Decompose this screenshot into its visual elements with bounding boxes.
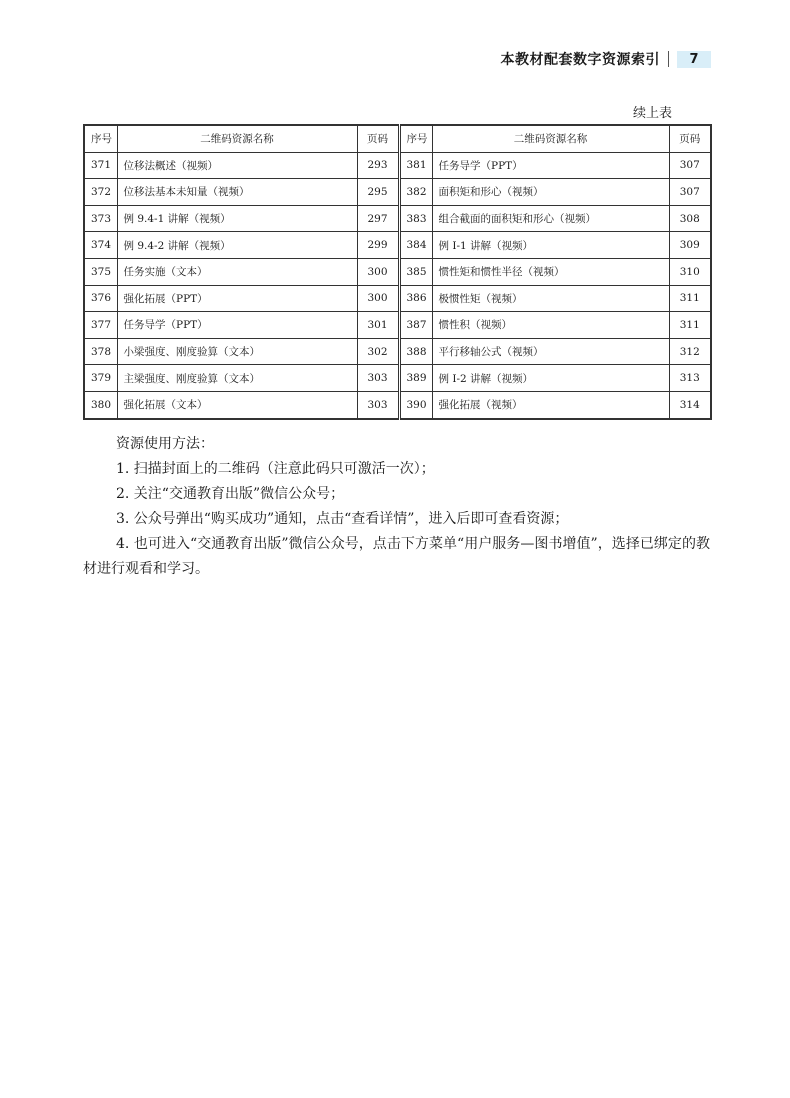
cell-page: 312: [669, 338, 711, 365]
cell-page: 309: [669, 232, 711, 259]
cell-page: 314: [669, 391, 711, 418]
cell-resource-name: 例 I-1 讲解（视频）: [432, 232, 669, 259]
cell-resource-name: 任务导学（PPT）: [432, 152, 669, 179]
cell-resource-name: 位移法基本未知量（视频）: [117, 179, 357, 206]
header-index: 序号: [84, 125, 117, 152]
cell-index: 373: [84, 205, 117, 232]
table-row: [84, 391, 711, 418]
table-body: [84, 152, 711, 418]
cell-resource-name: 主梁强度、刚度验算（文本）: [117, 365, 357, 392]
cell-index: 387: [399, 312, 432, 339]
cell-resource-name: 例 9.4-2 讲解（视频）: [117, 232, 357, 259]
usage-step: 4. 也可进入“交通教育出版”微信公众号，点击下方菜单“用户服务—图书增值”，选择已绑定的教材进行观看和学习。: [83, 536, 710, 577]
usage-step: 1. 扫描封面上的二维码（注意此码只可激活一次）；: [116, 461, 435, 477]
table-row: [84, 179, 711, 206]
cell-page: 313: [669, 365, 711, 392]
cell-resource-name: 强化拓展（PPT）: [117, 285, 357, 312]
cell-page: 307: [669, 152, 711, 179]
continued-label: 续上表: [633, 106, 673, 121]
cell-index: 384: [399, 232, 432, 259]
cell-index: 380: [84, 391, 117, 418]
cell-index: 378: [84, 338, 117, 365]
usage-step: 2. 关注“交通教育出版”微信公众号；: [116, 486, 345, 502]
table-row: [84, 312, 711, 339]
cell-resource-name: 任务导学（PPT）: [117, 312, 357, 339]
cell-resource-name: 强化拓展（文本）: [117, 391, 357, 418]
cell-page: 302: [357, 338, 399, 365]
cell-index: 382: [399, 179, 432, 206]
running-header: [501, 50, 712, 68]
cell-index: 379: [84, 365, 117, 392]
table-header-row: [84, 125, 711, 152]
cell-page: 295: [357, 179, 399, 206]
cell-index: 376: [84, 285, 117, 312]
cell-index: 375: [84, 258, 117, 285]
cell-resource-name: 面积矩和形心（视频）: [432, 179, 669, 206]
cell-index: 389: [399, 365, 432, 392]
header-page: 页码: [669, 125, 711, 152]
cell-index: 385: [399, 258, 432, 285]
cell-resource-name: 平行移轴公式（视频）: [432, 338, 669, 365]
cell-index: 390: [399, 391, 432, 418]
usage-step: 3. 公众号弹出“购买成功”通知，点击“查看详情”，进入后即可查看资源；: [116, 511, 569, 527]
cell-index: 374: [84, 232, 117, 259]
cell-resource-name: 位移法概述（视频）: [117, 152, 357, 179]
header-resource-name: 二维码资源名称: [432, 125, 669, 152]
cell-index: 377: [84, 312, 117, 339]
table-row: [84, 205, 711, 232]
table-row: [84, 285, 711, 312]
usage-heading: 资源使用方法：: [116, 436, 214, 452]
table-row: [84, 152, 711, 179]
cell-page: 303: [357, 391, 399, 418]
usage-instructions: [83, 432, 710, 582]
cell-page: 308: [669, 205, 711, 232]
cell-resource-name: 惯性矩和惯性半径（视频）: [432, 258, 669, 285]
cell-resource-name: 例 9.4-1 讲解（视频）: [117, 205, 357, 232]
cell-page: 307: [669, 179, 711, 206]
cell-resource-name: 例 I-2 讲解（视频）: [432, 365, 669, 392]
cell-page: 293: [357, 152, 399, 179]
table-row: [84, 338, 711, 365]
header-divider: [668, 51, 669, 67]
cell-page: 300: [357, 285, 399, 312]
cell-page: 297: [357, 205, 399, 232]
page-number: 7: [677, 51, 711, 68]
cell-index: 383: [399, 205, 432, 232]
header-title: 本教材配套数字资源索引: [500, 52, 660, 68]
header-page: 页码: [357, 125, 399, 152]
cell-index: 381: [399, 152, 432, 179]
cell-page: 299: [357, 232, 399, 259]
cell-page: 311: [669, 285, 711, 312]
cell-index: 388: [399, 338, 432, 365]
cell-resource-name: 小梁强度、刚度验算（文本）: [117, 338, 357, 365]
cell-resource-name: 极惯性矩（视频）: [432, 285, 669, 312]
cell-resource-name: 惯性积（视频）: [432, 312, 669, 339]
resource-table: [83, 124, 712, 420]
cell-resource-name: 组合截面的面积矩和形心（视频）: [432, 205, 669, 232]
cell-page: 311: [669, 312, 711, 339]
header-resource-name: 二维码资源名称: [117, 125, 357, 152]
cell-page: 303: [357, 365, 399, 392]
cell-page: 300: [357, 258, 399, 285]
cell-resource-name: 强化拓展（视频）: [432, 391, 669, 418]
header-index: 序号: [399, 125, 432, 152]
cell-page: 301: [357, 312, 399, 339]
table-row: [84, 232, 711, 259]
cell-resource-name: 任务实施（文本）: [117, 258, 357, 285]
cell-page: 310: [669, 258, 711, 285]
cell-index: 372: [84, 179, 117, 206]
cell-index: 371: [84, 152, 117, 179]
table-row: [84, 258, 711, 285]
table-row: [84, 365, 711, 392]
cell-index: 386: [399, 285, 432, 312]
